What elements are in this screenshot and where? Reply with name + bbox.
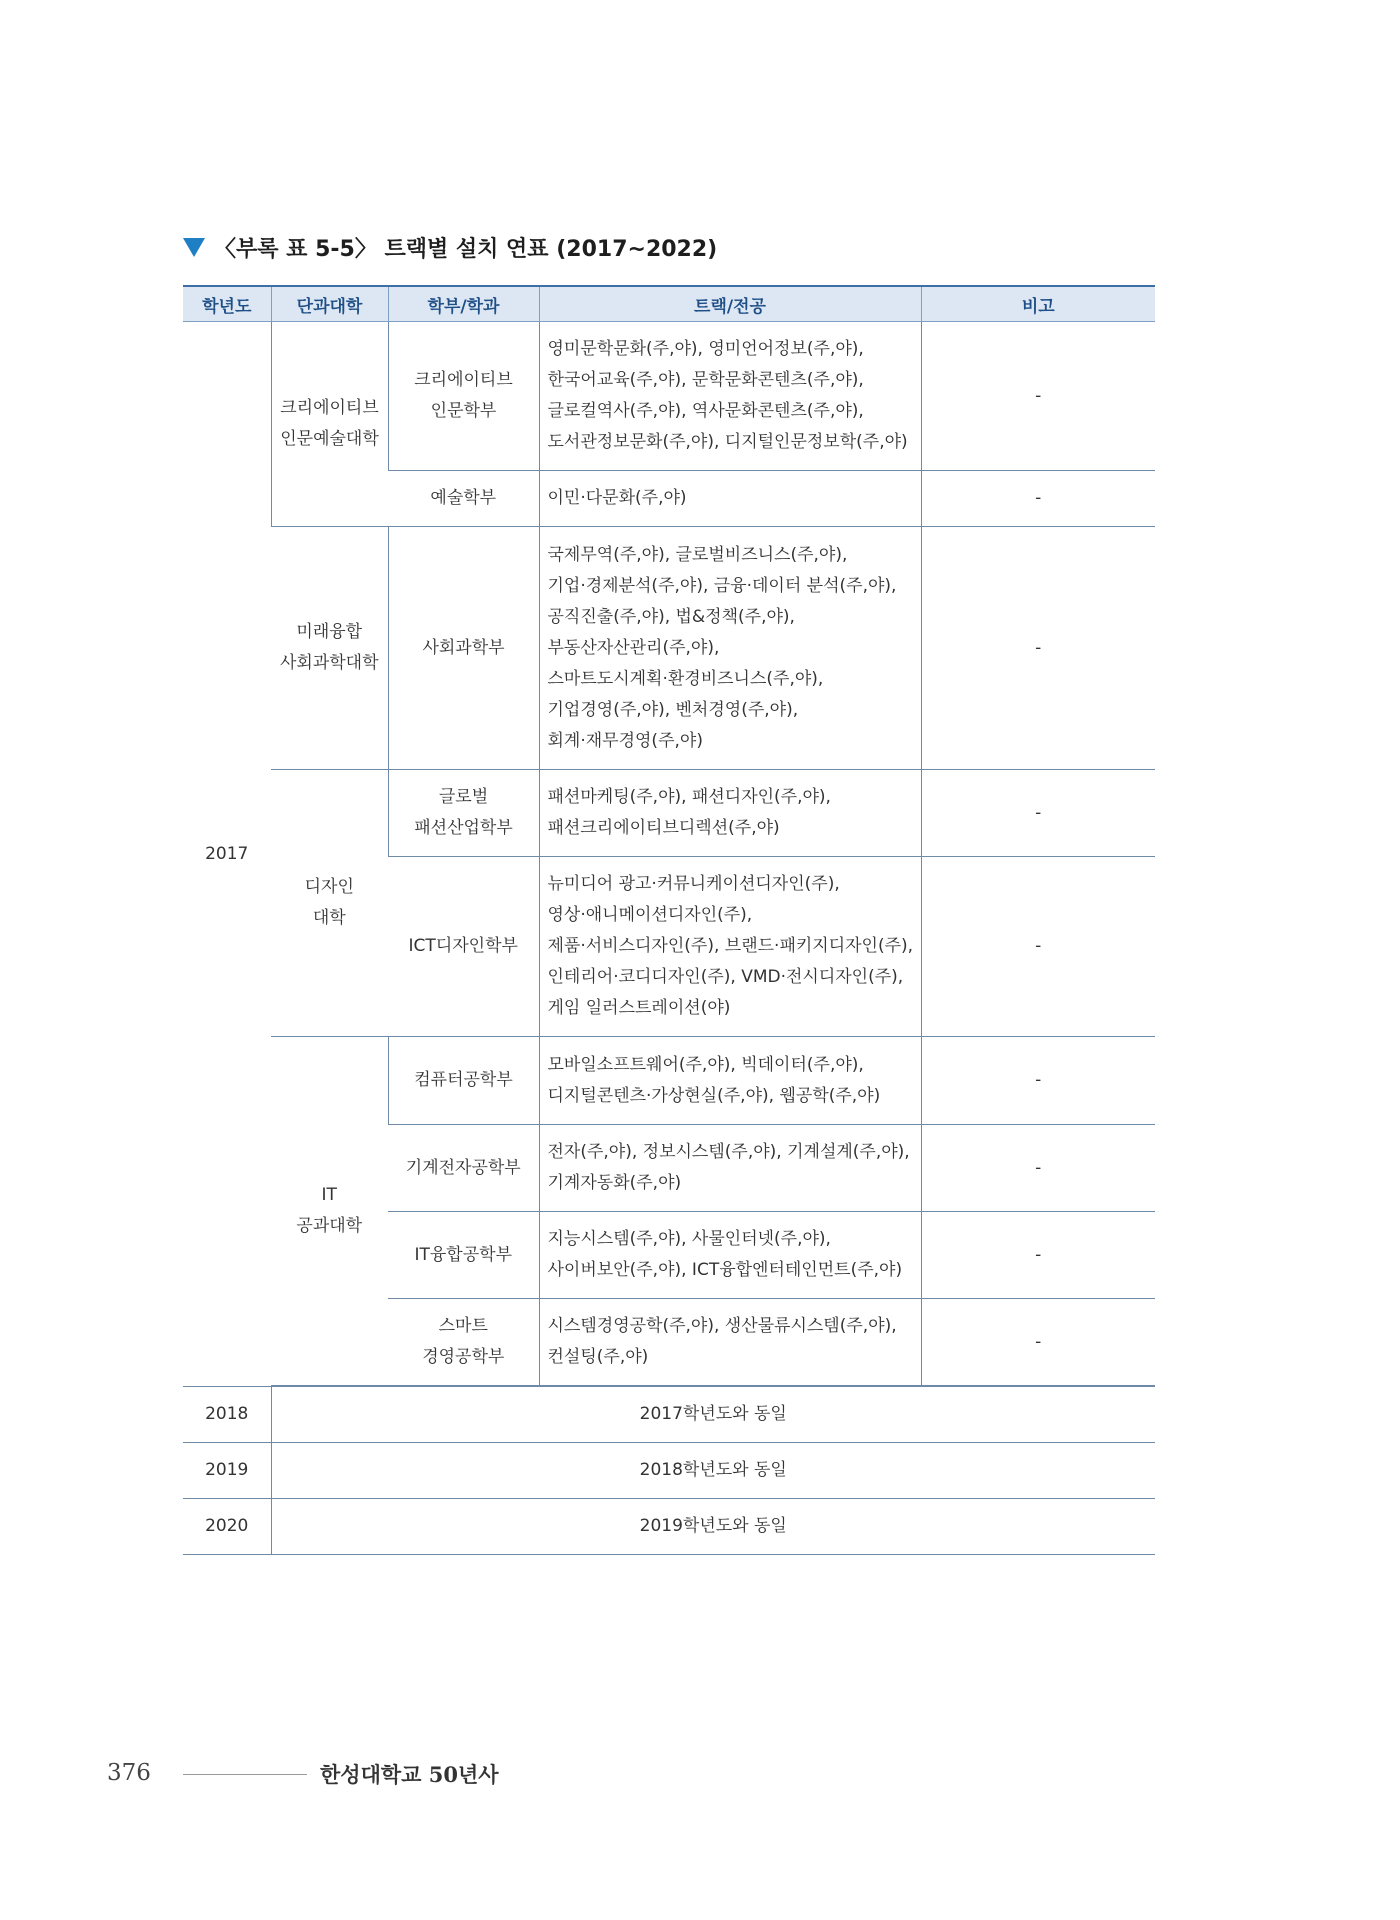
track-cell: 패션마케팅(주,야), 패션디자인(주,야), 패션크리에이티브디렉션(주,야) xyxy=(539,770,921,857)
note-cell: - xyxy=(921,1037,1155,1125)
footer-divider xyxy=(183,1774,307,1775)
note-cell: - xyxy=(921,1212,1155,1299)
department-cell: 크리에이티브 인문학부 xyxy=(388,322,539,471)
year-cell: 2017 xyxy=(183,322,271,1387)
header-note: 비고 xyxy=(921,286,1155,322)
header-college: 단과대학 xyxy=(271,286,388,322)
table-row xyxy=(183,527,1155,770)
track-cell: 뉴미디어 광고·커뮤니케이션디자인(주), 영상·애니메이션디자인(주), 제품·서비스디자인(주), 브랜드·패키지디자인(주), 인테리어·코디디자인(주), VMD·전시디자인(주), 게임 일러스트레이션(야) xyxy=(539,857,921,1037)
year-cell: 2018 xyxy=(183,1387,271,1443)
table-row xyxy=(183,770,1155,857)
department-cell: 글로벌 패션산업학부 xyxy=(388,770,539,857)
track-cell: 모바일소프트웨어(주,야), 빅데이터(주,야), 디지털콘텐츠·가상현실(주,야), 웹공학(주,야) xyxy=(539,1037,921,1125)
note-cell: - xyxy=(921,322,1155,471)
department-cell: ICT디자인학부 xyxy=(388,857,539,1037)
year-cell: 2020 xyxy=(183,1499,271,1555)
table-row xyxy=(183,1037,1155,1125)
track-cell: 이민·다문화(주,야) xyxy=(539,471,921,527)
department-cell: 스마트 경영공학부 xyxy=(388,1299,539,1386)
track-cell: 영미문학문화(주,야), 영미언어정보(주,야), 한국어교육(주,야), 문학문화콘텐츠(주,야), 글로컬역사(주,야), 역사문화콘텐츠(주,야), 도서관정보문화(주,야), 디지털인문정보학(주,야) xyxy=(539,322,921,471)
department-cell: 사회과학부 xyxy=(388,527,539,770)
college-cell: 디자인 대학 xyxy=(271,770,388,1037)
table-header-row xyxy=(183,286,1155,322)
note-cell: - xyxy=(921,770,1155,857)
note-cell: - xyxy=(921,1299,1155,1386)
header-track: 트랙/전공 xyxy=(539,286,921,322)
year-cell: 2019 xyxy=(183,1443,271,1499)
table-row xyxy=(183,322,1155,471)
note-cell: - xyxy=(921,1125,1155,1212)
table-caption xyxy=(183,232,717,263)
track-cell: 국제무역(주,야), 글로벌비즈니스(주,야), 기업·경제분석(주,야), 금융·데이터 분석(주,야), 공직진출(주,야), 법&정책(주,야), 부동산자산관리(주,야), 스마트도시계획·환경비즈니스(주,야), 기업경영(주,야), 벤처경영(주,야), 회계·재무경영(주,야) xyxy=(539,527,921,770)
track-cell: 시스템경영공학(주,야), 생산물류시스템(주,야), 컨설팅(주,야) xyxy=(539,1299,921,1386)
same-as-prev-cell: 2019학년도와 동일 xyxy=(271,1499,1155,1555)
department-cell: 컴퓨터공학부 xyxy=(388,1037,539,1125)
table-row xyxy=(183,1499,1155,1555)
track-cell: 지능시스템(주,야), 사물인터넷(주,야), 사이버보안(주,야), ICT융합엔터테인먼트(주,야) xyxy=(539,1212,921,1299)
note-cell: - xyxy=(921,857,1155,1037)
triangle-down-icon xyxy=(183,238,205,257)
note-cell: - xyxy=(921,471,1155,527)
table-caption-text: 〈부록 표 5-5〉 트랙별 설치 연표 (2017~2022) xyxy=(214,237,718,262)
table-row xyxy=(183,1387,1155,1443)
header-year: 학년도 xyxy=(183,286,271,322)
page-number: 376 xyxy=(107,1760,151,1786)
book-title: 한성대학교 50년사 xyxy=(320,1762,499,1787)
header-department: 학부/학과 xyxy=(388,286,539,322)
department-cell: IT융합공학부 xyxy=(388,1212,539,1299)
track-cell: 전자(주,야), 정보시스템(주,야), 기계설계(주,야), 기계자동화(주,야) xyxy=(539,1125,921,1212)
department-cell: 예술학부 xyxy=(388,471,539,527)
note-cell: - xyxy=(921,527,1155,770)
table-row xyxy=(183,1443,1155,1499)
department-cell: 기계전자공학부 xyxy=(388,1125,539,1212)
same-as-prev-cell: 2017학년도와 동일 xyxy=(271,1387,1155,1443)
same-as-prev-cell: 2018학년도와 동일 xyxy=(271,1443,1155,1499)
college-cell: IT 공과대학 xyxy=(271,1037,388,1386)
college-cell: 크리에이티브 인문예술대학 xyxy=(271,322,388,527)
track-table xyxy=(183,285,1155,1555)
college-cell: 미래융합 사회과학대학 xyxy=(271,527,388,770)
